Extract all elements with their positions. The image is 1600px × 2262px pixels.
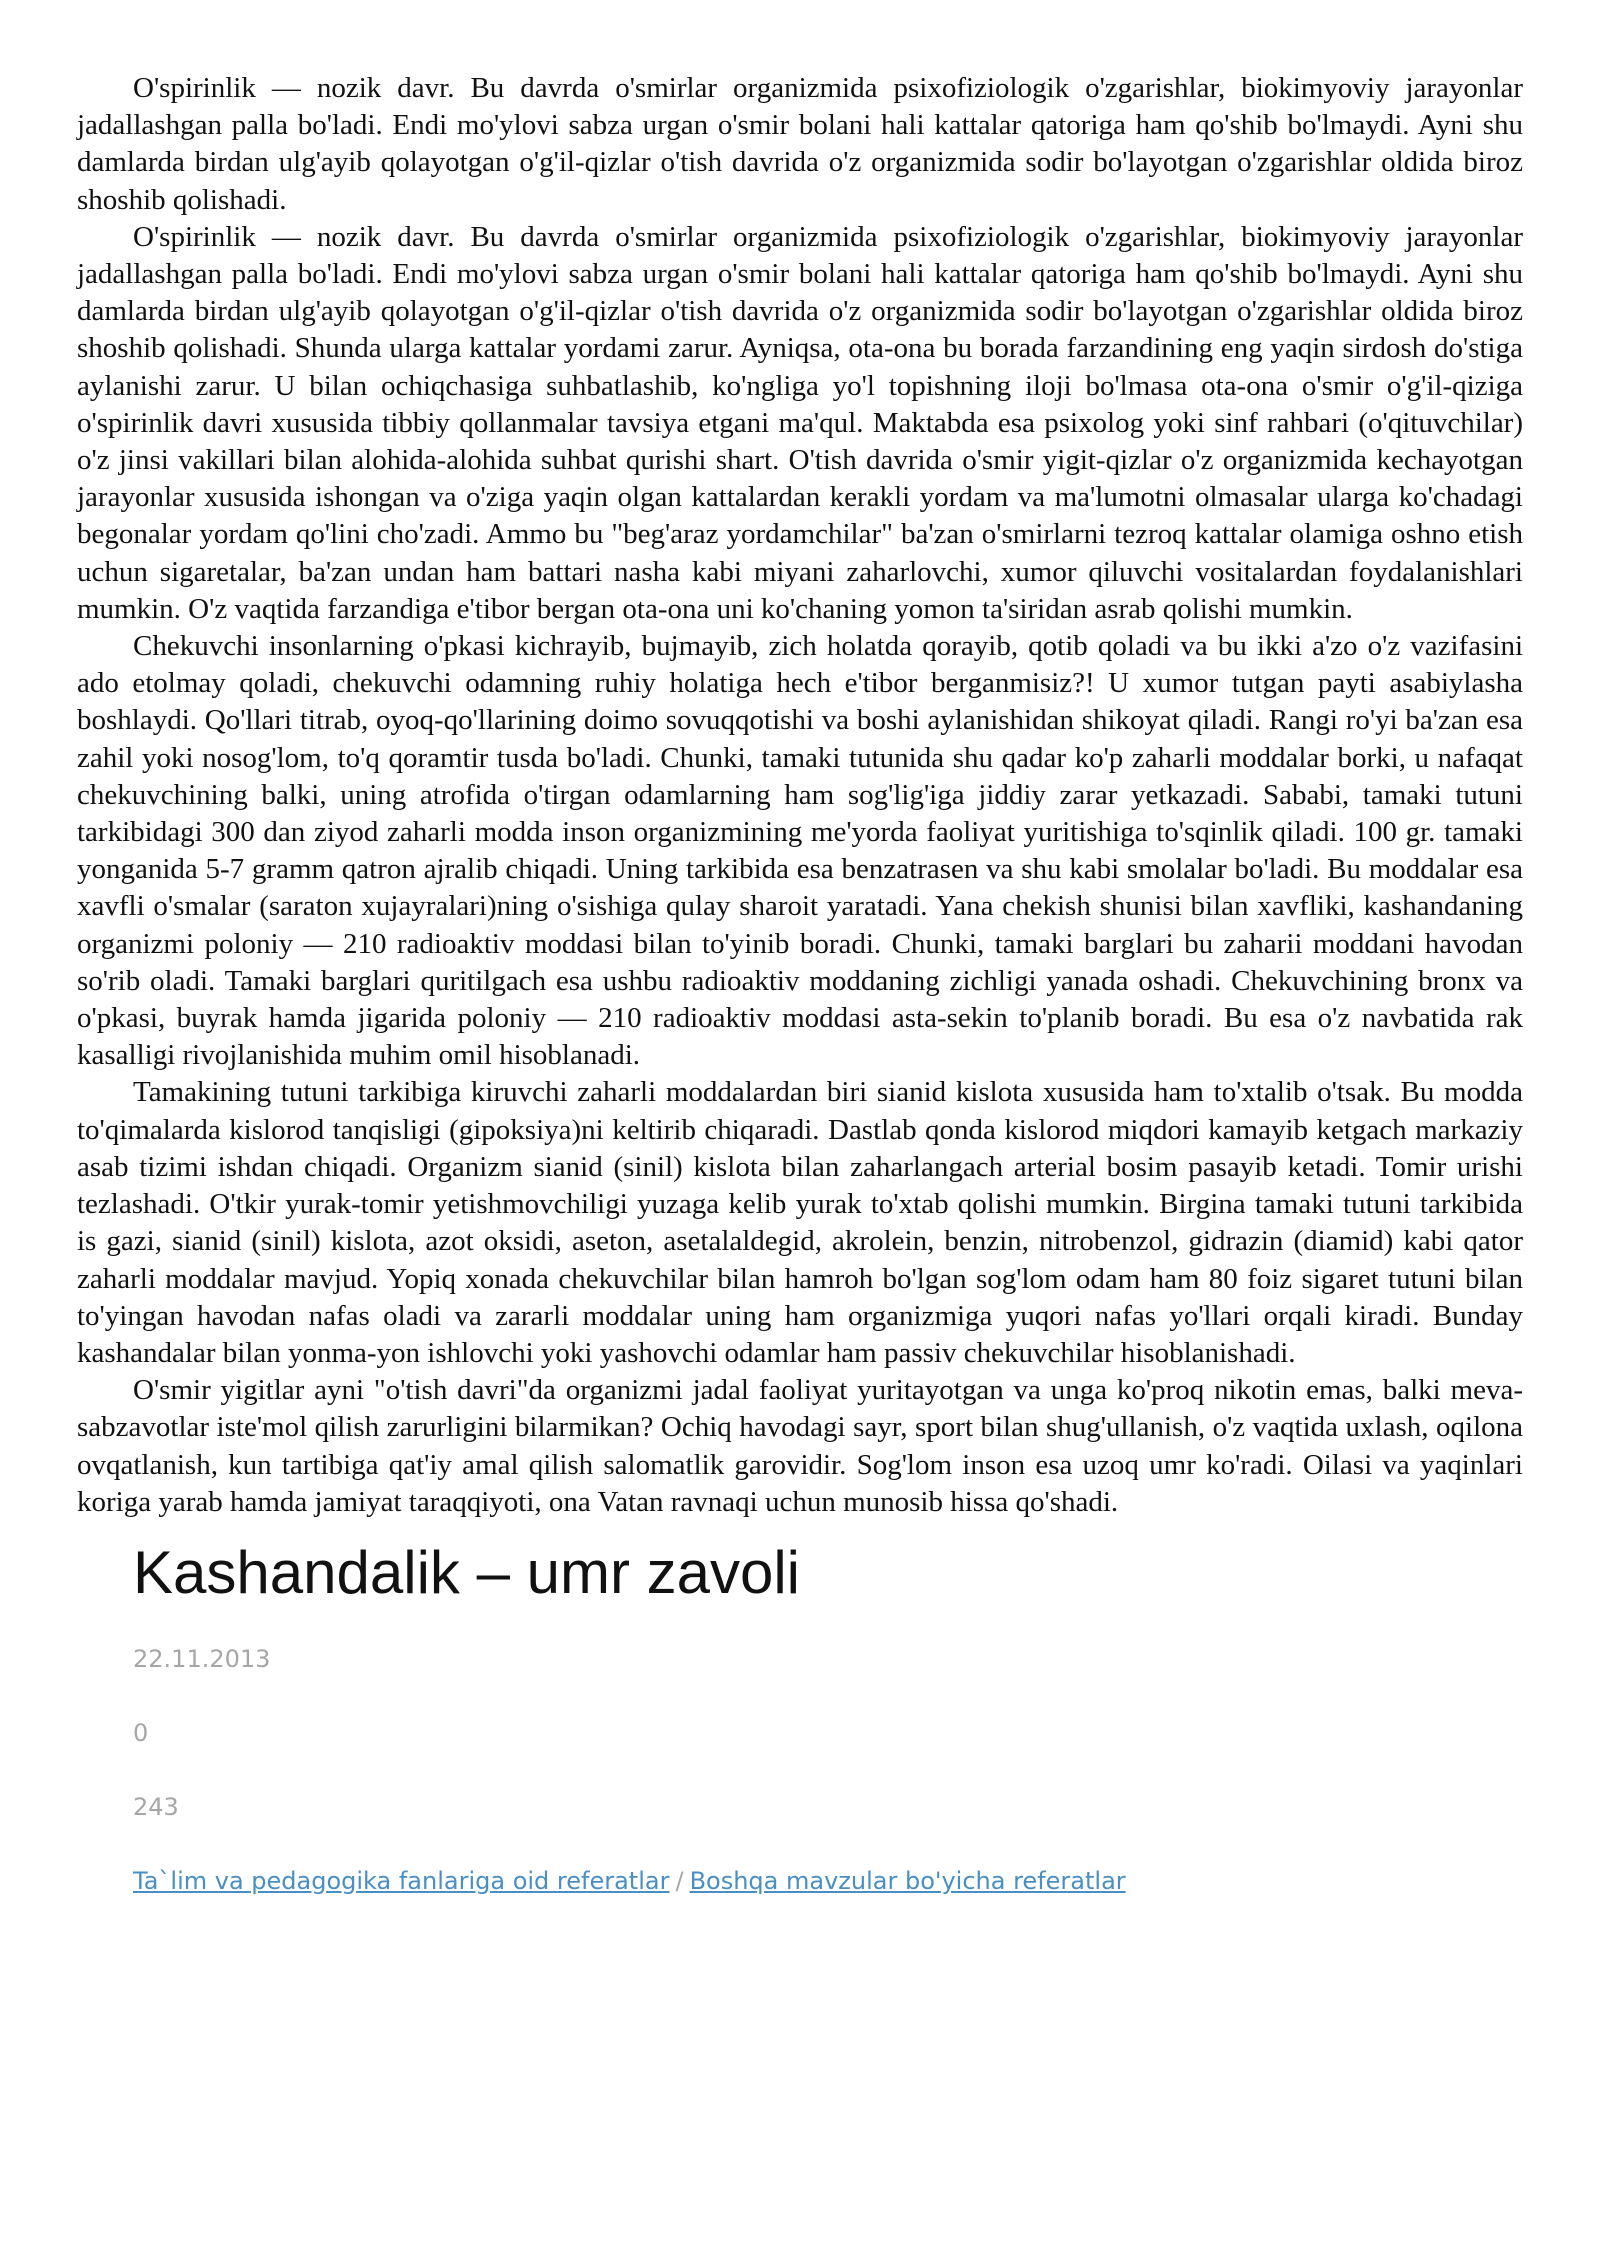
article-title: Kashandalik – umr zavoli bbox=[133, 1538, 801, 1606]
page bbox=[77, 70, 1523, 1897]
comment-count: 0 bbox=[133, 1718, 149, 1747]
paragraph: Tamakining tutuni tarkibiga kiruvchi zaharli moddalardan biri sianid kislota xususida ham to'xtalib o'tsak. Bu modda to'qimalarda kislorod tanqisligi (gipoksiya)ni keltirib chiqaradi. Dastlab qonda kislorod miqdori kamayib ketgach markaziy asab tizimi ishdan chiqadi. Organizm sianid (sinil) kislota bilan zaharlangach arterial bosim pasayib ketadi. Tomir urishi tezlashadi. O'tkir yurak-tomir yetishmovchiligi yuzaga kelib yurak to'xtab qolishi mumkin. Birgina tamaki tutuni tarkibida is gazi, sianid (sinil) kislota, azot oksidi, aseton, asetalaldegid, akrolein, benzin, nitrobenzol, gidrazin (diamid) kabi qator zaharli moddalar mavjud. Yopiq xonada chekuvchilar bilan hamroh bo'lgan sog'lom odam ham 80 foiz sigaret tutuni bilan to'yingan havodan nafas oladi va zararli moddalar uning ham organizmiga yuqori nafas yo'llari orqali kiradi. Bunday kashandalar bilan yonma-yon ishlovchi yoki yashovchi odamlar ham passiv chekuvchilar hisoblanishadi. bbox=[77, 1076, 1523, 1369]
view-count: 243 bbox=[133, 1792, 179, 1821]
paragraph: Chekuvchi insonlarning o'pkasi kichrayib, bujmayib, zich holatda qorayib, qotib qoladi va bu ikki a'zo o'z vazifasini ado etolmay qoladi, chekuvchi odamning ruhiy holatiga hech e'tibor berganmisiz?! U xumor tutgan payti asabiylasha boshlaydi. Qo'llari titrab, oyoq-qo'llarining doimo sovuqqotishi va boshi aylanishidan shikoyat qiladi. Rangi ro'yi ba'zan esa zahil yoki nosog'lom, to'q qoramtir tusda bo'ladi. Chunki, tamaki tutunida shu qadar ko'p zaharli moddalar borki, u nafaqat chekuvchining balki, uning atrofida o'tirgan odamlarning ham sog'lig'iga jiddiy zarar yetkazadi. Sababi, tamaki tutuni tarkibidagi 300 dan ziyod zaharli modda inson organizmining me'yorda faoliyat yuritishiga to'sqinlik qiladi. 100 gr. tamaki yonganida 5-7 gramm qatron ajralib chiqadi. Uning tarkibida esa benzatrasen va shu kabi smolalar bo'ladi. Bu moddalar esa xavfli o'smalar (saraton xujayralari)ning o'sishiga qulay sharoit yaratadi. Yana chekish shunisi bilan xavfliki, kashandaning organizmi poloniy — 210 radioaktiv moddasi bilan to'yinib boradi. Chunki, tamaki barglari bu zaharii moddani havodan so'rib oladi. Tamaki barglari quritilgach esa ushbu radioaktiv moddaning zichligi yanada oshadi. Chekuvchining bronx va o'pkasi, buyrak hamda jigarida poloniy — 210 radioaktiv moddasi asta-sekin to'planib boradi. Bu esa o'z navbatida rak kasalligi rivojlanishida muhim omil hisoblanadi. bbox=[77, 630, 1523, 1072]
category-link-pedagogika[interactable]: Ta`lim va pedagogika fanlariga oid referatlar bbox=[133, 1866, 670, 1895]
breadcrumb-separator: / bbox=[675, 1866, 684, 1895]
breadcrumb bbox=[133, 1865, 1523, 1897]
paragraph: O'smir yigitlar ayni "o'tish davri"da organizmi jadal faoliyat yuritayotgan va unga ko'proq nikotin emas, balki meva-sabzavotlar iste'mol qilish zarurligini bilarmikan? Ochiq havodagi sayr, sport bilan shug'ullanish, o'z vaqtida uxlash, oqilona ovqatlanish, kun tartibiga qat'iy amal qilish salomatlik garovidir. Sog'lom inson esa uzoq umr ko'radi. Oilasi va yaqinlari koriga yarab hamda jamiyat taraqqiyoti, ona Vatan ravnaqi uchun munosib hissa qo'shadi. bbox=[77, 1374, 1523, 1518]
article-body bbox=[77, 70, 1523, 1521]
paragraph: O'spirinlik — nozik davr. Bu davrda o'smirlar organizmida psixofiziologik o'zgarishlar, biokimyoviy jarayonlar jadallashgan palla bo'ladi. Endi mo'ylovi sabza urgan o'smir bolani hali kattalar qatoriga ham qo'shib bo'lmaydi. Ayni shu damlarda birdan ulg'ayib qolayotgan o'g'il-qizlar o'tish davrida o'z organizmida sodir bo'layotgan o'zgarishlar oldida biroz shoshib qolishadi. Shunda ularga kattalar yordami zarur. Ayniqsa, ota-ona bu borada farzandining eng yaqin sirdosh do'stiga aylanishi zarur. U bilan ochiqchasiga suhbatlashib, ko'ngliga yo'l topishning iloji bo'lmasa ota-ona o'smir o'g'il-qiziga o'spirinlik davri xususida tibbiy qollanmalar tavsiya etgani ma'qul. Maktabda esa psixolog yoki sinf rahbari (o'qituvchilar) o'z jinsi vakillari bilan alohida-alohida suhbat qurishi shart. O'tish davrida o'smir yigit-qizlar o'z organizmida kechayotgan jarayonlar xususida ishongan va o'ziga yaqin olgan kattalardan kerakli yordam va ma'lumotni olmasalar ularga ko'chadagi begonalar yordam qo'lini cho'zadi. Ammo bu "beg'araz yordamchilar" ba'zan o'smirlarni tezroq kattalar olamiga oshno etish uchun sigaretalar, ba'zan undan ham battari nasha kabi miyani zaharlovchi, xumor qiluvchi vositalardan foydalanishlari mumkin. O'z vaqtida farzandiga e'tibor bergan ota-ona uni ko'chaning yomon ta'siridan asrab qolishi mumkin. bbox=[77, 220, 1523, 625]
category-link-boshqa-mavzular[interactable]: Boshqa mavzular bo'yicha referatlar bbox=[689, 1866, 1126, 1895]
paragraph: O'spirinlik — nozik davr. Bu davrda o'smirlar organizmida psixofiziologik o'zgarishlar, biokimyoviy jarayonlar jadallashgan palla bo'ladi. Endi mo'ylovi sabza urgan o'smir bolani hali kattalar qatoriga ham qo'shib bo'lmaydi. Ayni shu damlarda birdan ulg'ayib qolayotgan o'g'il-qizlar o'tish davrida o'z organizmida sodir bo'layotgan o'zgarishlar oldida biroz shoshib qolishadi. bbox=[77, 72, 1523, 216]
article-date: 22.11.2013 bbox=[133, 1644, 271, 1673]
